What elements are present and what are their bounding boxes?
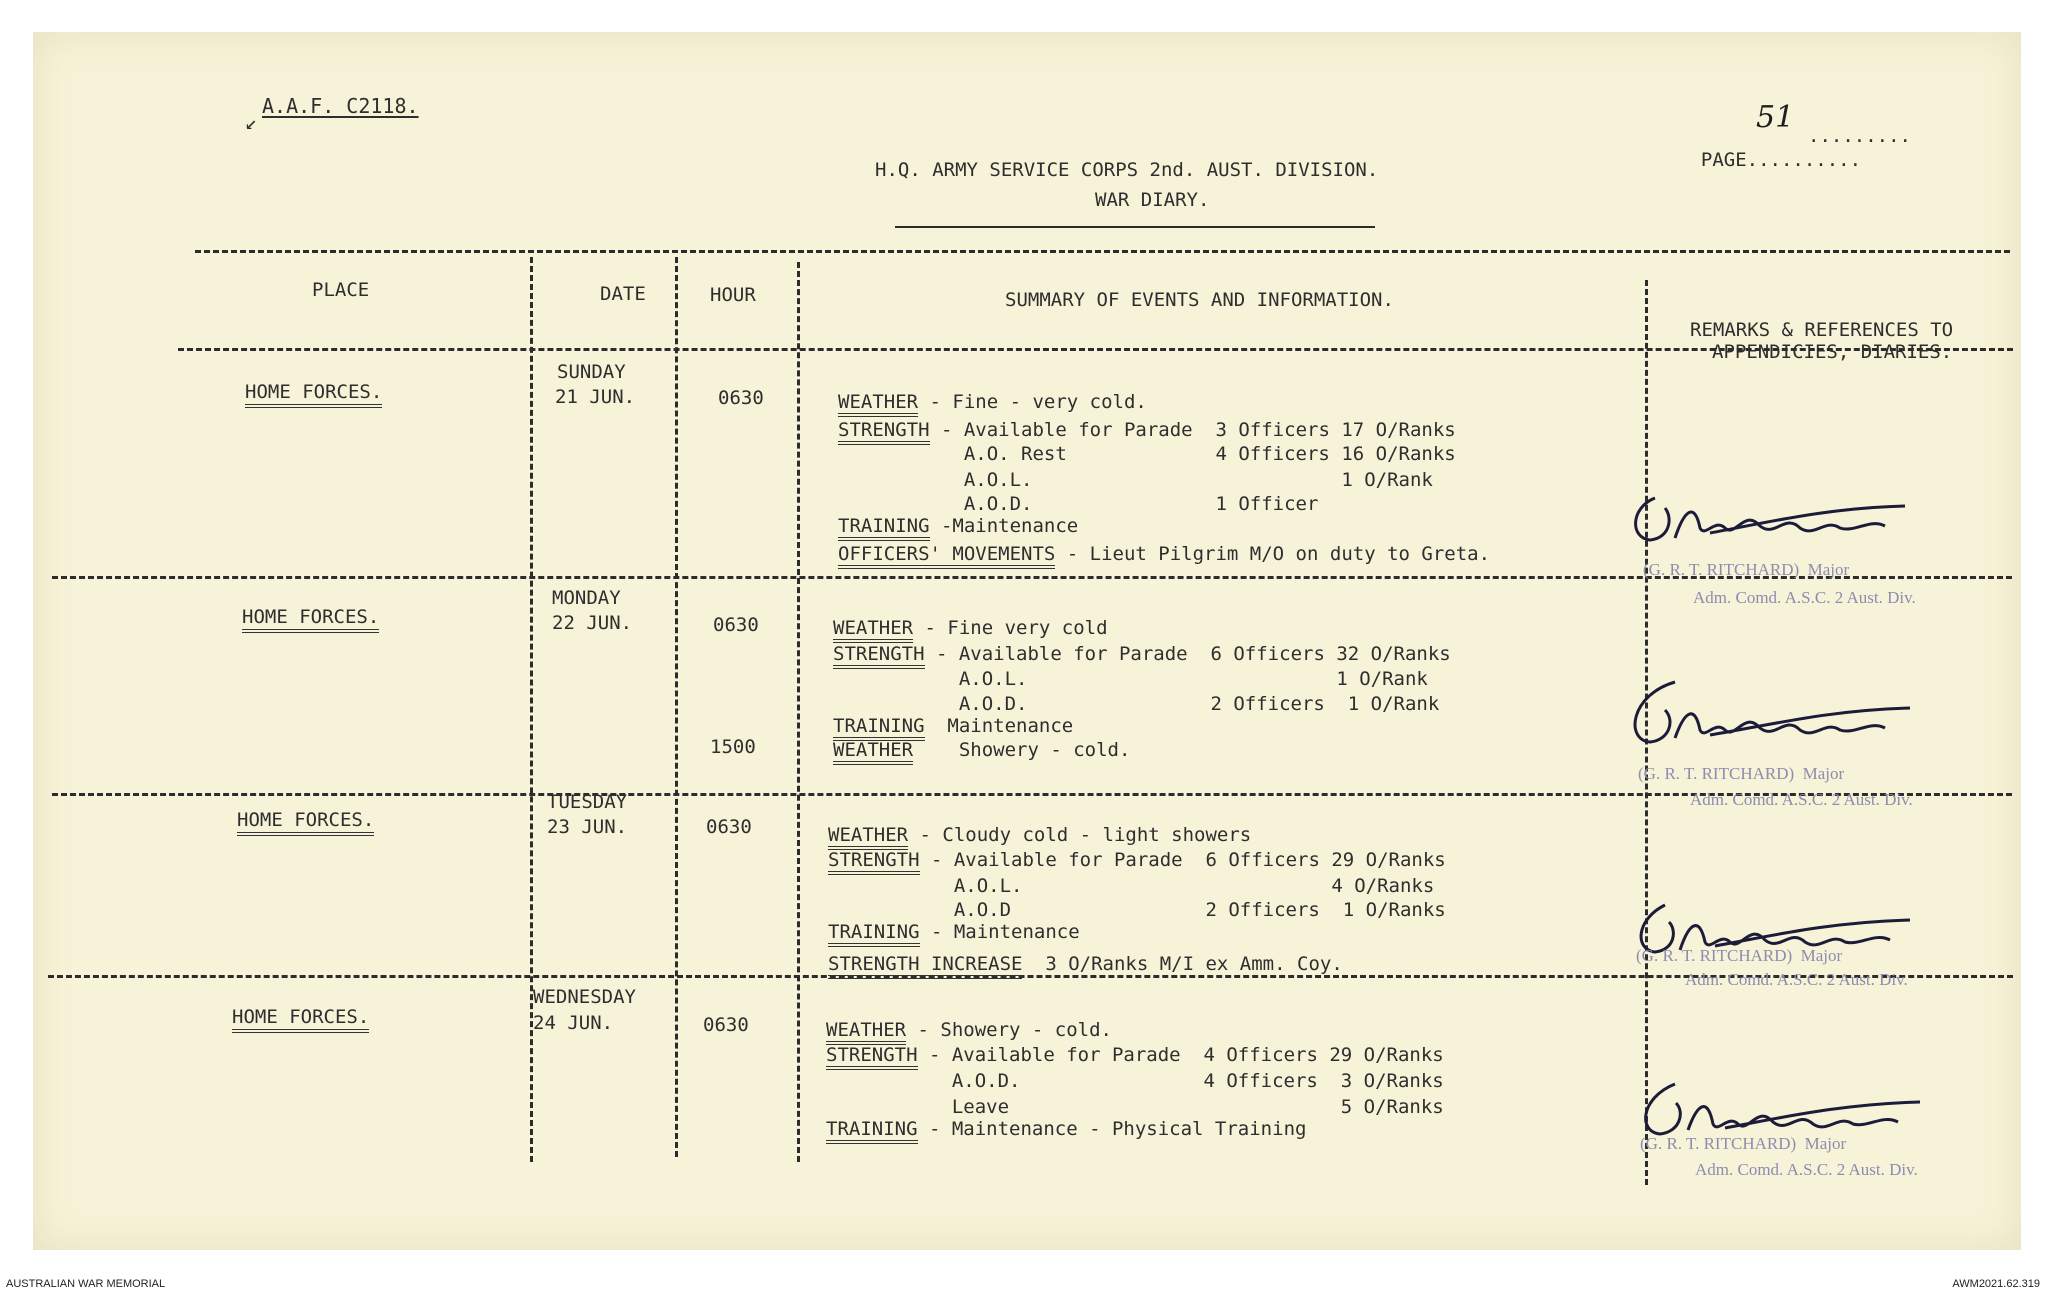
entry-day: WEDNESDAY xyxy=(533,986,636,1008)
col-divider-hour xyxy=(797,262,800,1162)
summary-line: WEATHER - Showery - cold. xyxy=(826,1018,1112,1042)
entry-hour: 0630 xyxy=(703,1014,749,1036)
entry-date: 22 JUN. xyxy=(552,612,633,634)
entry-hour: 0630 xyxy=(718,387,764,409)
signature-stamp-name: (G. R. T. RITCHARD) Major xyxy=(1638,764,1845,783)
summary-line: A.O. Rest 4 Officers 16 O/Ranks xyxy=(838,443,1456,465)
summary-line: TRAINING - Maintenance - Physical Training xyxy=(826,1117,1306,1141)
entry-place: HOME FORCES. xyxy=(232,1005,369,1033)
summary-line: A.O.D. 2 Officers 1 O/Rank xyxy=(833,693,1440,715)
diary-sheet xyxy=(33,32,2021,1250)
entry-day: TUESDAY xyxy=(547,791,628,813)
summary-line: STRENGTH - Available for Parade 3 Officers 17 O/Ranks xyxy=(838,418,1456,442)
summary-line: TRAINING -Maintenance xyxy=(838,514,1078,538)
summary-line: OFFICERS' MOVEMENTS - Lieut Pilgrim M/O on duty to Greta. xyxy=(838,542,1490,566)
entry-date: 24 JUN. xyxy=(533,1012,614,1034)
summary-line: STRENGTH - Available for Parade 6 Officers 32 O/Ranks xyxy=(833,642,1451,666)
page-number: 51 xyxy=(1756,100,1795,135)
entry-day: MONDAY xyxy=(552,587,621,609)
column-header-date: DATE xyxy=(600,283,646,305)
summary-line: WEATHER - Fine - very cold. xyxy=(838,390,1147,414)
summary-line: WEATHER - Cloudy cold - light showers xyxy=(828,823,1251,847)
title-underline xyxy=(895,226,1375,228)
arrow-mark-icon: ↙ xyxy=(245,110,258,134)
entry-hour: 0630 xyxy=(713,614,759,636)
signature-stamp-name: (G. R. T. RITCHARD) Major xyxy=(1636,946,1843,965)
form-code: A.A.F. C2118. xyxy=(262,94,419,118)
column-header-summary: SUMMARY OF EVENTS AND INFORMATION. xyxy=(1005,289,1394,311)
column-header-remarks-2: APPENDICIES, DIARIES. xyxy=(1712,341,1953,363)
page-number-field: PAGE.......... 51 ......... xyxy=(1700,100,1911,171)
footer-left: AUSTRALIAN WAR MEMORIAL xyxy=(6,1278,166,1290)
summary-line: A.O.L. 1 O/Rank xyxy=(838,469,1433,491)
summary-line: TRAINING - Maintenance xyxy=(828,920,1080,944)
summary-line: Leave 5 O/Ranks xyxy=(826,1096,1444,1118)
signature-2 xyxy=(1620,670,1920,760)
column-header-hour: HOUR xyxy=(710,284,756,306)
col-divider-date xyxy=(675,257,678,1157)
entry-hour: 0630 xyxy=(706,816,752,838)
signature-stamp-unit: Adm. Comd. A.S.C. 2 Aust. Div. xyxy=(1695,1160,1918,1179)
entry-hour-2: 1500 xyxy=(710,736,756,758)
summary-line: A.O.D. 1 Officer xyxy=(838,493,1319,515)
entry-place: HOME FORCES. xyxy=(245,380,382,408)
footer-right: AWM2021.62.319 xyxy=(1952,1278,2040,1290)
page-subtitle: WAR DIARY. xyxy=(1095,189,1210,211)
summary-line: A.O.D 2 Officers 1 O/Ranks xyxy=(828,899,1446,921)
page-title: H.Q. ARMY SERVICE CORPS 2nd. AUST. DIVISION. xyxy=(875,159,1379,181)
signature-stamp-unit: Adm. Comd. A.S.C. 2 Aust. Div. xyxy=(1693,588,1916,607)
signature-1 xyxy=(1625,478,1925,558)
summary-line: STRENGTH - Available for Parade 4 Officers 29 O/Ranks xyxy=(826,1043,1444,1067)
table-top-rule xyxy=(195,250,2010,253)
signature-stamp-unit: Adm. Comd. A.S.C. 2 Aust. Div. xyxy=(1685,970,1908,989)
column-header-place: PLACE xyxy=(312,279,370,301)
entry-place: HOME FORCES. xyxy=(242,605,379,633)
summary-line: STRENGTH - Available for Parade 6 Officers 29 O/Ranks xyxy=(828,848,1446,872)
entry-day: SUNDAY xyxy=(557,361,626,383)
summary-line: WEATHER - Fine very cold xyxy=(833,616,1108,640)
entry-date: 21 JUN. xyxy=(555,386,636,408)
signature-stamp-name: (G. R. T. RITCHARD) Major xyxy=(1643,560,1850,579)
summary-line: A.O.L. 1 O/Rank xyxy=(833,668,1428,690)
summary-line: STRENGTH INCREASE 3 O/Ranks M/I ex Amm. Coy. xyxy=(828,952,1343,976)
summary-line: TRAINING Maintenance xyxy=(833,714,1073,738)
entry-date: 23 JUN. xyxy=(547,816,628,838)
page-label: PAGE xyxy=(1700,149,1747,171)
summary-line: A.O.D. 4 Officers 3 O/Ranks xyxy=(826,1070,1444,1092)
summary-line: A.O.L. 4 O/Ranks xyxy=(828,875,1435,897)
signature-stamp-name: (G. R. T. RITCHARD) Major xyxy=(1640,1134,1847,1153)
summary-line: WEATHER Showery - cold. xyxy=(833,738,1130,762)
column-header-remarks-1: REMARKS & REFERENCES TO xyxy=(1690,319,1954,341)
signature-stamp-unit: Adm. Comd. A.S.C. 2 Aust. Div. xyxy=(1690,790,1913,809)
entry-place: HOME FORCES. xyxy=(237,808,374,836)
